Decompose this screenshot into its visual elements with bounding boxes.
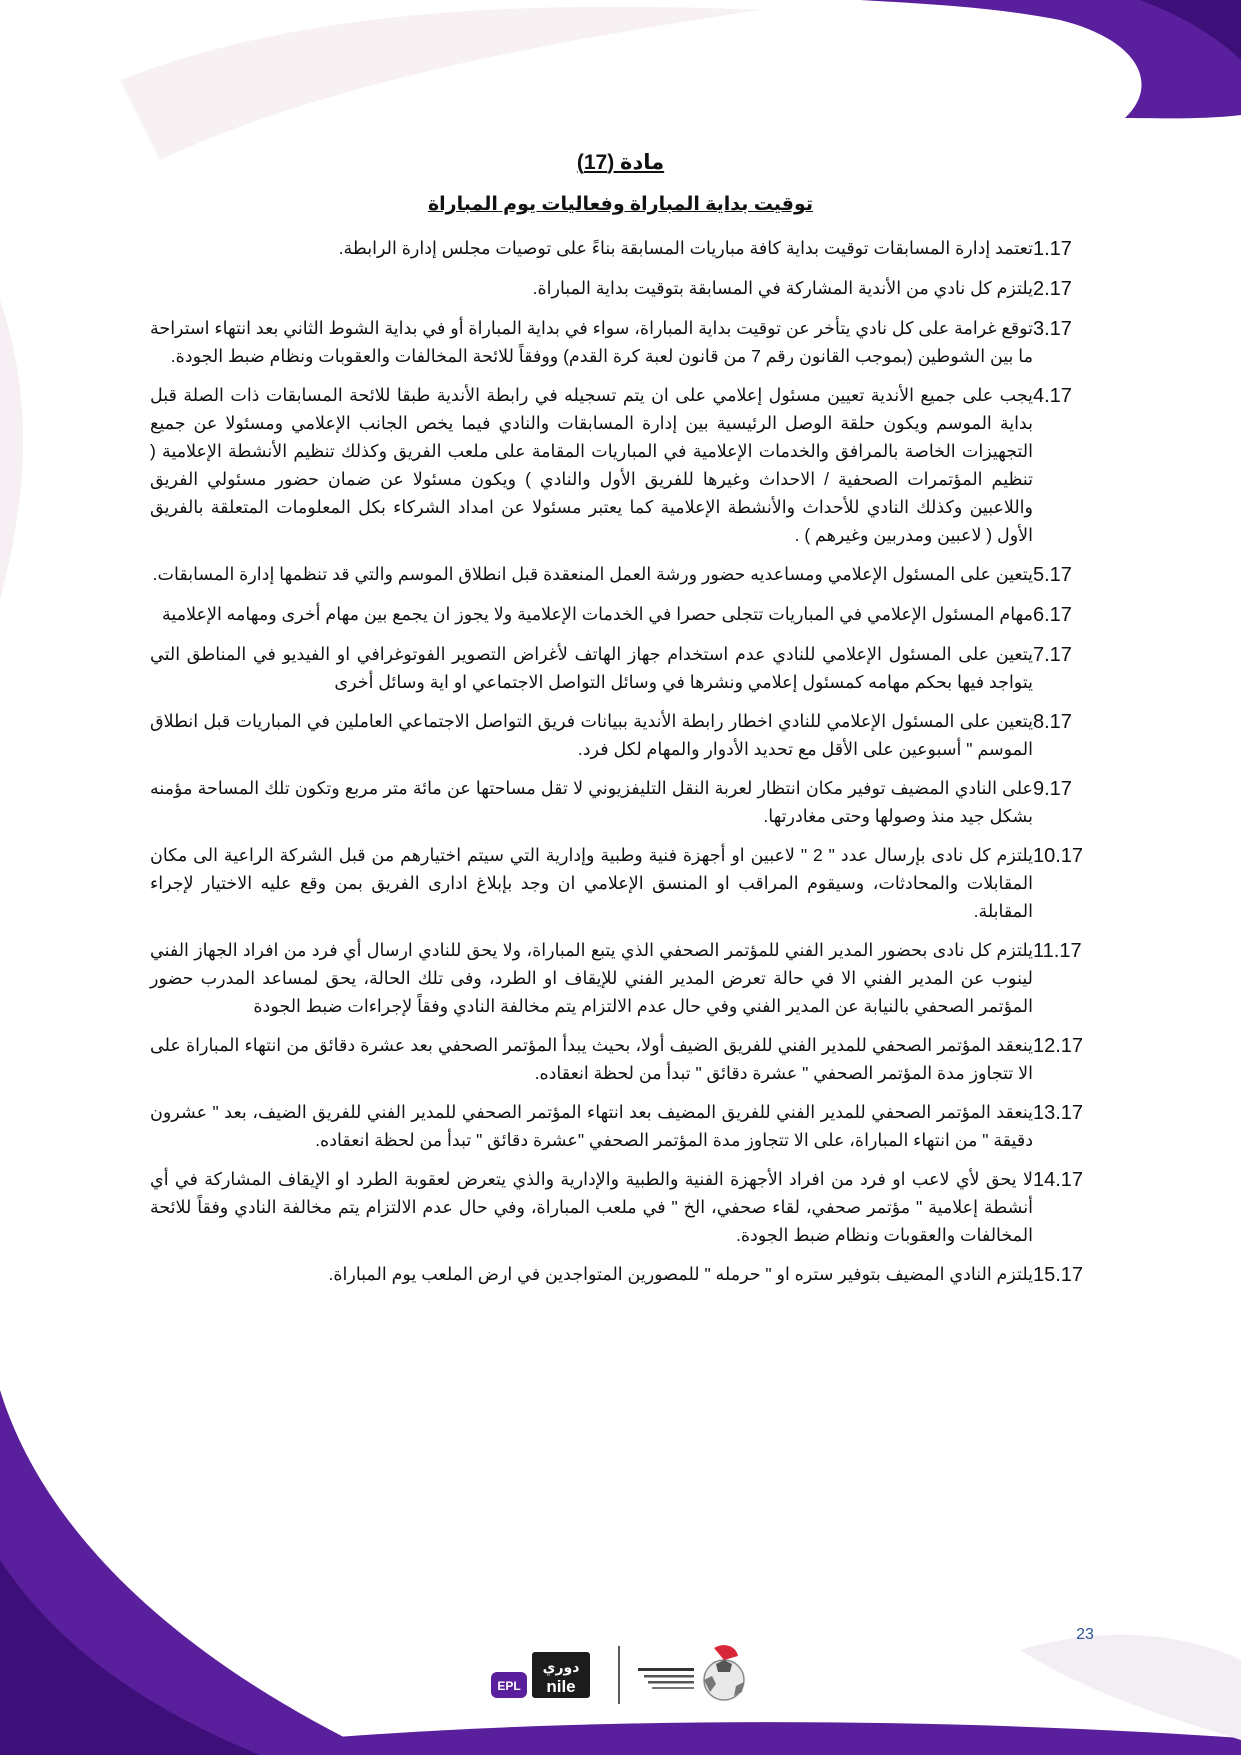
federation-logo [638, 1645, 744, 1700]
clause-text: يلتزم النادي المضيف بتوفير ستره او " حرمله " للمصورين المتواجدين في ارض الملعب يوم المباراة. [328, 1264, 1033, 1284]
clause-text: يلتزم كل نادى بحضور المدير الفني للمؤتمر الصحفي الذي يتبع المباراة، ولا يحق للنادي ارسال أي فرد من افراد الجهاز الفني لينوب عن المدير الفني الا في حالة تعرض المدير الفني للإيقاف او الطرد، وفى تلك الحالة، يحق لمساعد المدرب حضور المؤتمر الصحفي بالنيابة عن المدير الفني وفي حال عدم الالتزام يتم مخالفة النادي وفقاً لإجراءات ضبط الجودة [150, 940, 1033, 1016]
clause-text: يلتزم كل نادى بإرسال عدد " 2 " لاعبين او أجهزة فنية وطبية وإدارية التي سيتم اختيارهم من قبل الشركة الراعية الى مكان المقابلات والمحادثات، وسيقوم المراقب او المنسق الإعلامي ان وجد بإبلاغ ادارى الفريق بمن وقع عليه الاختيار لإجراء المقابلة. [150, 845, 1033, 921]
clause [150, 234, 1095, 263]
article-subtitle: توقيت بداية المباراة وفعاليات يوم المباراة [427, 194, 814, 215]
clause-number: 15.17 [1033, 1264, 1084, 1286]
clause [150, 1098, 1095, 1154]
clause-number: 8.17 [1033, 711, 1072, 733]
clause-text: توقع غرامة على كل نادي يتأخر عن توقيت بداية المباراة، سواء في بداية المباراة أو في بداية الشوط الثاني بعد انتهاء استراحة ما بين الشوطين (بموجب القانون رقم 7 من قانون لعبة كرة القدم) ووفقاً للائحة المخالفات والعقوبات ونظام ضبط الجودة. [150, 318, 1033, 366]
clause-number: 5.17 [1033, 564, 1072, 586]
clause-number: 1.17 [1033, 238, 1072, 260]
svg-text:دوري: دوري [542, 1660, 580, 1676]
clause-number: 12.17 [1033, 1035, 1084, 1057]
clause [150, 1165, 1095, 1249]
clause-number: 3.17 [1033, 318, 1072, 340]
bottom-right-wash-shape [1020, 1635, 1241, 1740]
clause-text: يجب على جميع الأندية تعيين مسئول إعلامي على ان يتم تسجيله في رابطة الأندية طبقا للائحة المسابقات ذات الصلة قبل بداية الموسم ويكون حلقة الوصل الرئيسية بين إدارة المسابقات والنادي فيما يخص الجانب الإعلامي ومسئولا عن جميع التجهيزات الخاصة بالمرافق والخدمات الإعلامية في المباريات المقامة على ملعب الفريق وكذلك تنظيم الأنشطة الإعلامية ( تنظيم المؤتمرات الصحفية / الاحداث وغيرها للفريق الأول والنادي ) ويكون مسئولا عن ضمان حضور مسئولي الفريق واللاعبين وكذلك النادي للأحداث والأنشطة الإعلامية كما يعتبر مسئولا عن امداد الشركاء بكل المعلومات المتعلقة بالفريق الأول ( لاعبين ومدربين وغيرهم ) . [150, 385, 1033, 545]
clause [150, 936, 1095, 1020]
league-logo [491, 1652, 590, 1698]
clause-text: مهام المسئول الإعلامي في المباريات تتجلى حصرا في الخدمات الإعلامية ولا يجوز ان يجمع بين مهام أخرى ومهامه الإعلامية [162, 604, 1033, 624]
clause-number: 13.17 [1033, 1102, 1084, 1124]
top-left-wash-shape [120, 7, 760, 160]
svg-text:nile: nile [546, 1677, 576, 1696]
clause [150, 1260, 1095, 1289]
clause-number: 14.17 [1033, 1169, 1084, 1191]
clause-text: يتعين على المسئول الإعلامي للنادي اخطار رابطة الأندية ببيانات فريق التواصل الاجتماعي العاملين في المباريات قبل انطلاق الموسم " أسبوعين على الأقل مع تحديد الأدوار والمهام لكل فرد. [150, 711, 1033, 759]
clause-number: 6.17 [1033, 604, 1072, 626]
clause-text: ينعقد المؤتمر الصحفي للمدير الفني للفريق الضيف أولا، بحيث يبدأ المؤتمر الصحفي بعد عشرة دقائق من انتهاء المباراة على الا تتجاوز مدة المؤتمر الصحفي " عشرة دقائق " تبدأ من لحظة انعقاده. [150, 1035, 1033, 1083]
clause [150, 600, 1095, 629]
clause [150, 381, 1095, 549]
clause [150, 560, 1095, 589]
clause [150, 314, 1095, 370]
league-badge: EPL [497, 1679, 521, 1693]
footer-logos [488, 1642, 758, 1708]
clause-text: لا يحق لأي لاعب او فرد من افراد الأجهزة الفنية والطبية والإدارية والذي يتعرض لعقوبة الطرد او الإيقاف المشاركة في أي أنشطة إعلامية " مؤتمر صحفي، لقاء صحفي، الخ " في ملعب المباراة، وفي حال عدم الالتزام يتم مخالفة النادي وفقاً للائحة المخالفات والعقوبات ونظام ضبط الجودة. [150, 1169, 1033, 1245]
bottom-band-swoosh [300, 1722, 1241, 1755]
clause-text: يتعين على المسئول الإعلامي ومساعديه حضور ورشة العمل المنعقدة قبل انطلاق الموسم والتي قد تنظمها إدارة المسابقات. [152, 564, 1033, 584]
clause [150, 774, 1095, 830]
clauses-list [150, 234, 1095, 1300]
clause-text: على النادي المضيف توفير مكان انتظار لعربة النقل التليفزيوني لا تقل مساحتها عن مائة متر مربع وتكون تلك المساحة مؤمنه بشكل جيد منذ وصولها وحتى مغادرتها. [150, 778, 1033, 826]
clause [150, 274, 1095, 303]
clause [150, 841, 1095, 925]
left-wash-shape [0, 300, 23, 600]
clause-text: تعتمد إدارة المسابقات توقيت بداية كافة مباريات المسابقة بناءً على توصيات مجلس إدارة الرابطة. [338, 238, 1033, 258]
clause [150, 707, 1095, 763]
clause [150, 1031, 1095, 1087]
clause-text: يتعين على المسئول الإعلامي للنادي عدم استخدام جهاز الهاتف لأغراض التصوير الفوتوغرافي او الفيديو في المناطق التي يتواجد فيها بحكم مهامه كمسئول إعلامي ونشرها في وسائل التواصل الاجتماعي او اية وسائل أخرى [150, 644, 1033, 692]
clause-number: 4.17 [1033, 385, 1072, 407]
clause-number: 11.17 [1033, 940, 1082, 962]
clause-number: 2.17 [1033, 278, 1072, 300]
page-number: 23 [1076, 1626, 1094, 1643]
clause-number: 10.17 [1033, 845, 1084, 867]
clause-number: 7.17 [1033, 644, 1072, 666]
article-title: مادة (17) [576, 151, 665, 174]
clause [150, 640, 1095, 696]
clause-number: 9.17 [1033, 778, 1072, 800]
clause-text: ينعقد المؤتمر الصحفي للمدير الفني للفريق المضيف بعد انتهاء المؤتمر الصحفي للمدير الفني للفريق الضيف، بعد " عشرون دقيقة " من انتهاء المباراة، على الا تتجاوز مدة المؤتمر الصحفي "عشرة دقائق " تبدأ من لحظة انعقاده. [150, 1102, 1033, 1150]
clause-text: يلتزم كل نادي من الأندية المشاركة في المسابقة بتوقيت بداية المباراة. [532, 278, 1033, 298]
